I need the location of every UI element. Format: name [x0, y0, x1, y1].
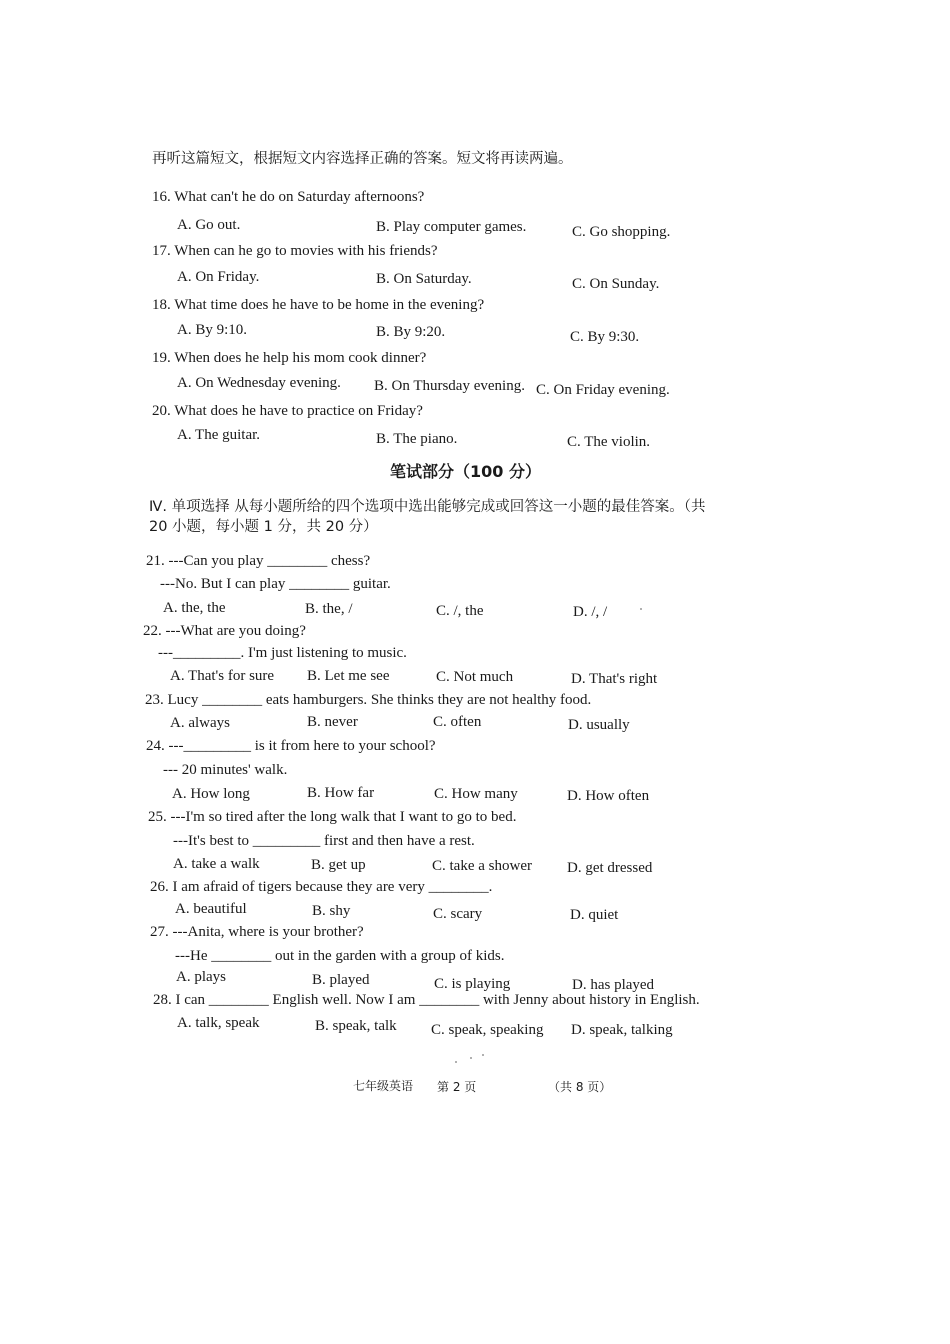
question-stem: 19. When does he help his mom cook dinner? — [152, 350, 427, 366]
scan-speck — [455, 1061, 457, 1063]
option-c: C. often — [433, 714, 482, 730]
option-a: A. That's for sure — [170, 668, 275, 684]
option-b: B. On Saturday. — [376, 271, 472, 287]
section-heading: 笔试部分（100 分） — [390, 462, 541, 481]
section-4-instructions-cont: 20 小题，每小题 1 分，共 20 分） — [149, 519, 378, 535]
option-b: B. The piano. — [376, 431, 458, 447]
option-b: B. never — [307, 714, 358, 730]
question-stem: 20. What does he have to practice on Friday? — [152, 403, 423, 419]
question-stem: 25. ---I'm so tired after the long walk that I want to go to bed. — [148, 809, 517, 825]
option-b: B. Let me see — [307, 668, 390, 684]
question-stem: 23. Lucy ________ eats hamburgers. She thinks they are not healthy food. — [145, 692, 592, 708]
option-d: D. usually — [568, 717, 630, 733]
option-a: A. beautiful — [175, 901, 247, 917]
footer-subject: 七年级英语 — [353, 1079, 414, 1093]
option-c: C. How many — [434, 786, 518, 802]
option-b: B. speak, talk — [315, 1018, 397, 1034]
option-b: B. By 9:20. — [376, 324, 446, 340]
option-b: B. Play computer games. — [376, 219, 527, 235]
option-c: C. On Friday evening. — [536, 382, 670, 398]
question-stem: 27. ---Anita, where is your brother? — [150, 924, 364, 940]
option-a: A. always — [170, 715, 230, 731]
option-c: C. take a shower — [432, 858, 532, 874]
question-stem-cont: ---It's best to _________ first and then have a rest. — [173, 833, 475, 849]
option-b: B. the, / — [305, 601, 353, 617]
option-c: C. The violin. — [567, 434, 651, 450]
option-b: B. played — [312, 972, 370, 988]
scan-speck — [640, 608, 642, 610]
option-c: C. Not much — [436, 669, 514, 685]
listening-instructions: 再听这篇短文，根据短文内容选择正确的答案。短文将再读两遍。 — [152, 151, 573, 167]
option-d: D. /, / — [573, 604, 608, 620]
question-stem-cont: ---_________. I'm just listening to music. — [158, 645, 407, 661]
option-b: B. get up — [311, 857, 366, 873]
option-d: D. get dressed — [567, 860, 653, 876]
option-d: D. That's right — [571, 671, 658, 687]
question-stem-cont: --- 20 minutes' walk. — [163, 762, 288, 778]
option-a: A. the, the — [163, 600, 226, 616]
option-c: C. speak, speaking — [431, 1022, 544, 1038]
question-stem: 18. What time does he have to be home in the evening? — [152, 297, 485, 313]
option-c: C. is playing — [434, 976, 511, 992]
option-d: D. How often — [567, 788, 650, 804]
option-d: D. has played — [572, 977, 655, 993]
option-a: A. talk, speak — [177, 1015, 260, 1031]
option-c: C. scary — [433, 906, 483, 922]
question-stem-cont: ---No. But I can play ________ guitar. — [160, 576, 391, 592]
question-stem: 22. ---What are you doing? — [143, 623, 306, 639]
option-d: D. speak, talking — [571, 1022, 673, 1038]
option-b: B. On Thursday evening. — [374, 378, 525, 394]
option-a: A. On Friday. — [177, 269, 260, 285]
scan-speck — [482, 1054, 484, 1056]
question-stem: 24. ---_________ is it from here to your school? — [146, 738, 436, 754]
option-a: A. On Wednesday evening. — [177, 375, 341, 391]
option-a: A. take a walk — [173, 856, 260, 872]
question-stem: 26. I am afraid of tigers because they are very ________. — [150, 879, 493, 895]
option-a: A. How long — [172, 786, 250, 802]
question-stem: 16. What can't he do on Saturday afternoons? — [152, 189, 425, 205]
option-a: A. The guitar. — [177, 427, 261, 443]
option-a: A. plays — [176, 969, 226, 985]
question-stem: 21. ---Can you play ________ chess? — [146, 553, 371, 569]
option-c: C. On Sunday. — [572, 276, 660, 292]
option-c: C. /, the — [436, 603, 484, 619]
scan-speck — [470, 1057, 472, 1059]
option-b: B. shy — [312, 903, 351, 919]
question-stem-cont: ---He ________ out in the garden with a group of kids. — [175, 948, 505, 964]
option-c: C. Go shopping. — [572, 224, 671, 240]
footer-total-pages: （共 8 页） — [548, 1080, 612, 1094]
question-stem: 17. When can he go to movies with his friends? — [152, 243, 438, 259]
question-stem: 28. I can ________ English well. Now I am ________ with Jenny about history in English. — [153, 992, 700, 1008]
option-b: B. How far — [307, 785, 375, 801]
option-a: A. By 9:10. — [177, 322, 248, 338]
footer-page-number: 第 2 页 — [437, 1080, 477, 1094]
option-a: A. Go out. — [177, 217, 241, 233]
option-d: D. quiet — [570, 907, 619, 923]
section-4-instructions: Ⅳ. 单项选择 从每小题所给的四个选项中选出能够完成或回答这一小题的最佳答案。（共 — [149, 499, 706, 515]
option-c: C. By 9:30. — [570, 329, 640, 345]
